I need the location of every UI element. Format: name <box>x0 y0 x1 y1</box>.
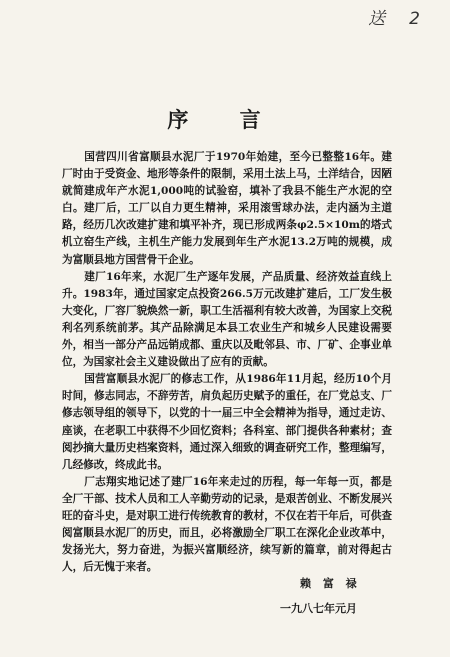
author-signature: 赖 富 禄 <box>300 577 361 590</box>
annotation-mark: 送 <box>368 9 388 29</box>
paragraph-2: 建厂16年来，水泥厂生产逐年发展，产品质量、经济效益直线上升。1983年，通过国家定点投资266.5万元改建扩建后，工厂发生极大变化，厂容厂貌焕然一新，职工生活福利有较大改善，为国家上交税利名列系统前茅。其产品除满足本县工农业生产和城乡人民建设需要外，相当一部分产品远销成都、重庆以及毗邻县、市、厂矿、企事业单位，为国家社会主义建设做出了应有的贡献。 <box>62 270 392 369</box>
preface-date: 一九八七年元月 <box>280 602 357 615</box>
page-title: 序 言 <box>167 108 283 132</box>
paragraph-3: 国营富顺县水泥厂的修志工作，从1986年11月起，经历10个月时间，修志同志，不辞劳苦，肩负起历史赋予的重任，在厂党总支、厂修志领导组的领导下，以党的十一届三中全会精神为指导，通过走访、座谈，在老职工中获得不少回忆资料；各科室、部门提供各种素材；查阅抄摘大量历史档案资料，通过深入细致的调查研究工作，整理编写，几经修改，终成此书。 <box>62 373 392 471</box>
paragraph-1: 国营四川省富顺县水泥厂于1970年始建，至今已整整16年。建厂时由于受资金、地形等条件的限制，采用土法上马，土洋结合，因陋就简建成年产水泥1,000吨的试验窑，填补了我县不能生产水泥的空白。建厂后，工厂以自力更生精神，采用滚雪球办法，走内涵为主道路，经历几次改建扩建和填平补齐，现已形成两条φ2.5×10m的塔式机立窑生产线，主机生产能力发展到年生产水泥13.2万吨的规模，成为富顺县地方国营骨干企业。 <box>62 151 392 266</box>
paragraph-4: 厂志翔实地记述了建厂16年来走过的历程，每一年每一页，都是全厂干部、技术人员和工人辛勤劳动的记录，是艰苦创业、不断发展兴旺的奋斗史，是对职工进行传统教育的教材，不仅在若干年后，可供查阅富顺县水泥厂的历史，而且，必将激励全厂职工在深化企业改革中，发扬光大，努力奋进，为振兴富顺经济，续写新的篇章，前对得起古人，后无愧于来者。 <box>62 475 392 574</box>
preface-body <box>62 149 392 576</box>
handwritten-annotation <box>368 4 422 29</box>
annotation-number: 2 <box>409 9 422 29</box>
